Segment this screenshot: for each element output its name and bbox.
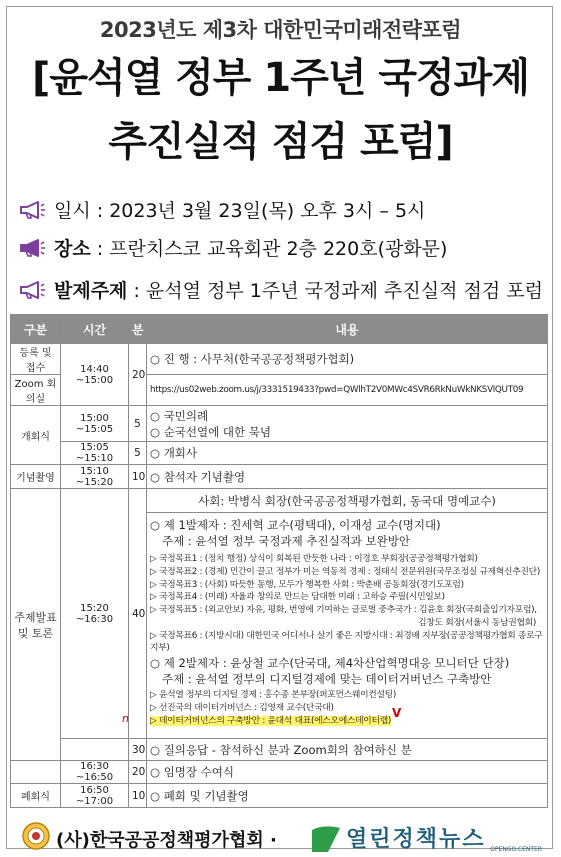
minutes-cell: 10 bbox=[129, 465, 147, 489]
info-venue-label: 장소 bbox=[54, 238, 91, 260]
handwritten-mark: n bbox=[122, 712, 129, 725]
header-minutes: 분 bbox=[129, 315, 147, 344]
header-content: 내용 bbox=[147, 315, 548, 344]
content-cell: ○ 참석자 기념촬영 bbox=[147, 465, 548, 489]
schedule-table bbox=[10, 314, 548, 808]
table-row bbox=[11, 784, 548, 808]
section-cell: 등록 및 접수 bbox=[11, 344, 61, 375]
section-cell: 개회식 bbox=[11, 406, 61, 465]
zoom-link[interactable]: https://us02web.zoom.us/j/3331519433?pwd=QWlhT2V0MWc4SVR6RkNuWkNKSVlQUT09 bbox=[147, 375, 548, 406]
emblem-logo bbox=[22, 822, 50, 850]
time-cell: 15:10 ~15:20 bbox=[61, 465, 129, 489]
goal-item: ▷ 국정목표6 : (지방시대) 대한민국 어디서나 살기 좋은 지방시대 : 최경배 지부장(공공정책평가협회 종로구지부) bbox=[150, 630, 543, 654]
time-cell: 14:40 ~15:00 bbox=[61, 344, 129, 406]
section-cell: 폐회식 bbox=[11, 784, 61, 808]
news-logo bbox=[310, 822, 550, 854]
content-cell: ○ 질의응답 - 참석하신 분과 Zoom회의 참여하신 분 bbox=[147, 739, 548, 761]
minutes-cell: 40 bbox=[129, 489, 147, 739]
table-row bbox=[11, 489, 548, 513]
header-time: 시간 bbox=[61, 315, 129, 344]
info-topic-label: 발제주제 bbox=[54, 280, 128, 302]
section-cell: Zoom 회의실 bbox=[11, 375, 61, 406]
check-mark: V bbox=[392, 706, 402, 720]
table-row bbox=[11, 761, 548, 784]
table-header-row bbox=[11, 315, 548, 344]
content-cell bbox=[147, 406, 548, 442]
goal-item: ▷ 국정목표3 : (사회) 따듯한 동행, 모두가 행복한 사회 : 박춘배 공동회장(경기도포럼) bbox=[150, 579, 464, 590]
news-name: 열린정책뉴스 bbox=[346, 827, 486, 852]
info-venue-value: : 프란치스코 교육회관 2층 220호(광화문) bbox=[90, 238, 448, 260]
goal-item: ▷ 국정목표4 : (미래) 자율과 창의로 만드는 담대한 미래 : 고하승 주필(시민일보) bbox=[150, 592, 445, 603]
content-cell: ○ 진 행 : 사무처(한국공공정책평가협회) bbox=[147, 344, 548, 375]
content-line: ○ 국민의례 bbox=[150, 408, 209, 423]
info-topic-value: : 윤석열 정부 1주년 국정과제 추진실적 점검 포럼 bbox=[127, 280, 543, 302]
time-cell: 16:50 ~17:00 bbox=[61, 784, 129, 808]
news-leaf-icon bbox=[310, 824, 342, 854]
info-date bbox=[18, 196, 425, 223]
goal-item: ▷ 국정목표1 : (정치 행정) 상식이 회복된 반듯한 나라 : 이경호 부회장(공공정책평가협회) bbox=[150, 554, 478, 564]
organizer-name: (사)한국공공정책평가협회 · bbox=[56, 830, 277, 851]
info-date-value: : 2023년 3월 23일(목) 오후 3시 – 5시 bbox=[90, 200, 426, 222]
time-cell bbox=[61, 739, 129, 761]
minutes-cell: 20 bbox=[129, 761, 147, 784]
presenter-1-topic: 주제 : 윤석열 정부 국정과제 추진실적과 보완방안 bbox=[162, 534, 410, 548]
info-date-label: 일시 bbox=[54, 200, 91, 222]
table-row bbox=[11, 406, 548, 442]
table-row bbox=[11, 465, 548, 489]
moderator-cell: 사회: 박병식 회장(한국공공정책평가협회, 동국대 명예교수) bbox=[147, 489, 548, 513]
forum-subtitle: 2023년도 제3차 대한민국미래전략포럼 bbox=[99, 18, 462, 42]
minutes-cell: 5 bbox=[129, 442, 147, 465]
subtopic-item: ▷ 선진국의 데이터거버넌스 : 김영재 교수(단국대) bbox=[150, 702, 334, 713]
presenter-2: ○ 제 2발제자 : 윤상철 교수(단국대, 제4차산업혁명대응 모니터단 단장) bbox=[150, 656, 510, 670]
content-cell: ○ 임명장 수여식 bbox=[147, 761, 548, 784]
goal-item: ▷ 국정목표5 : (외교안보) 자유, 평화, 번영에 기여하는 글로벌 중추국가 : 김윤호 회장(국회출입기자포럼), bbox=[150, 605, 537, 615]
section-cell: 주제발표 및 토론 bbox=[11, 489, 61, 761]
goal-item-continued: 김창도 회장(서울시 동남권협회) bbox=[418, 617, 536, 628]
content-line: ○ 순국선열에 대한 묵념 bbox=[150, 424, 271, 439]
info-venue bbox=[18, 234, 447, 261]
table-row bbox=[11, 442, 548, 465]
time-cell: 15:00 ~15:05 bbox=[61, 406, 129, 442]
time-cell: 16:30 ~16:50 bbox=[61, 761, 129, 784]
subtopic-item: ▷ 윤석열 정부의 디지털 경제 : 홍수종 본부장(퍼포먼스웨이컨설팅) bbox=[150, 690, 397, 700]
table-row bbox=[11, 344, 548, 375]
section-cell bbox=[11, 761, 61, 784]
table-row bbox=[11, 739, 548, 761]
megaphone-icon bbox=[18, 280, 46, 300]
minutes-cell: 10 bbox=[129, 784, 147, 808]
footer bbox=[0, 816, 561, 852]
minutes-cell: 5 bbox=[129, 406, 147, 442]
section-cell: 기념촬영 bbox=[11, 465, 61, 489]
minutes-cell: 30 bbox=[129, 739, 147, 761]
goal-item: ▷ 국정목표2 : (경제) 민간이 끌고 정부가 미는 역동적 경제 : 정태식 전문위원(국무조정실 규제혁신추진단) bbox=[150, 566, 540, 577]
forum-title-line2: 추진실적 점검 포럼] bbox=[108, 119, 453, 165]
time-cell: 15:05 ~15:10 bbox=[61, 442, 129, 465]
news-domain: OPENGO.CENTER bbox=[490, 846, 542, 853]
subtopic-item bbox=[150, 715, 544, 728]
header-section: 구분 bbox=[11, 315, 61, 344]
minutes-cell: 20 bbox=[129, 344, 147, 406]
presenter-1: ○ 제 1발제자 : 진세혁 교수(평택대), 이재성 교수(명지대) bbox=[150, 518, 441, 532]
presenter-2-topic: 주제 : 윤석열 정부의 디지털경제에 맞는 데이터거버넌스 구축방안 bbox=[162, 672, 492, 686]
megaphone-icon bbox=[18, 238, 46, 258]
info-topic bbox=[18, 276, 543, 303]
presentations-cell bbox=[147, 513, 548, 739]
time-cell: 15:20 ~16:30 bbox=[61, 489, 129, 739]
megaphone-icon bbox=[18, 200, 46, 220]
forum-title-line1: [윤석열 정부 1주년 국정과제 bbox=[32, 55, 529, 101]
highlighted-text: ▷ 데이터거버넌스의 구축방안 : 윤대석 대표(에스오에스데이터랩) bbox=[150, 715, 392, 726]
content-cell: ○ 개회사 bbox=[147, 442, 548, 465]
content-cell: ○ 폐회 및 기념촬영 bbox=[147, 784, 548, 808]
